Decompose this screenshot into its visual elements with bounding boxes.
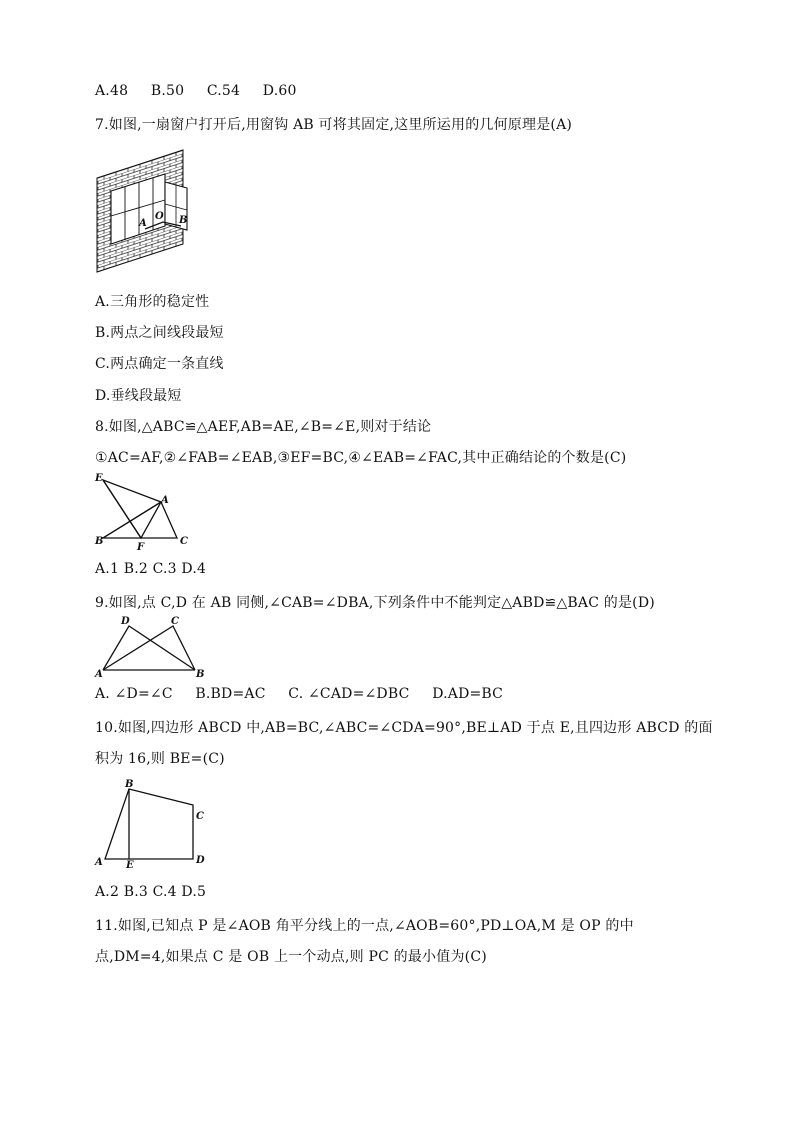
q10-stem-line1: 10.如图,四边形 ABCD 中,AB=BC,∠ABC=∠CDA=90°,BE⊥AD 于点 E,且四边形 ABCD 的面 [95,720,713,736]
q6-option-d: D.60 [262,83,297,99]
q8-triangle-figure [95,472,195,552]
q11-stem-line2: 点,DM=4,如果点 C 是 OB 上一个动点,则 PC 的最小值为(C) [95,949,487,965]
q7-option-b: B.两点之间线段最短 [95,325,224,341]
q6-option-b: B.50 [150,83,185,99]
q10-label-e: E [126,860,134,871]
q9-options [95,686,521,702]
q6-options [95,83,315,99]
q8-segment [103,480,161,538]
q9-label-b: B [196,669,205,680]
q7-option-a: A.三角形的稳定性 [95,294,210,310]
q7-option-d: D.垂线段最短 [95,388,182,404]
q7-option-c: C.两点确定一条直线 [95,356,224,372]
q8-options: A.1 B.2 C.3 D.4 [95,561,207,577]
q11-stem-line1: 11.如图,已知点 P 是∠AOB 角平分线上的一点,∠AOB=60°,PD⊥OA,M 是 OP 的中 [95,918,634,934]
q9-triangle-bac [103,626,195,670]
q6-option-a: A.48 [95,83,129,99]
q9-label-c: C [171,616,179,627]
q10-stem-line2: 积为 16,则 BE=(C) [95,751,225,767]
q7-label-o: O [155,211,164,222]
q10-label-d: D [196,855,205,866]
q7-label-a: A [139,218,147,229]
q10-options: A.2 B.3 C.4 D.5 [95,884,207,900]
q8-label-b: B [95,536,104,547]
q10-label-b: B [125,779,134,790]
q8-label-f: F [137,542,145,553]
q9-figure [95,614,207,678]
q10-label-c: C [196,811,204,822]
q9-option-c: C. ∠CAD=∠DBC [288,686,410,702]
q8-label-c: C [180,536,188,547]
q9-option-d: D.AD=BC [432,686,504,702]
q8-triangle-abc [103,502,177,538]
q8-stem-line1: 8.如图,△ABC≌△AEF,AB=AE,∠B=∠E,则对于结论 [95,419,432,435]
q10-label-a: A [95,857,103,868]
q8-stem-line2: ①AC=AF,②∠FAB=∠EAB,③EF=BC,④∠EAB=∠FAC,其中正确结论的个数是(C) [95,450,627,466]
q8-label-e: E [95,473,103,484]
q7-window-figure [95,146,195,274]
q7-stem: 7.如图,一扇窗户打开后,用窗钩 AB 可将其固定,这里所运用的几何原理是(A) [95,117,573,133]
q9-label-d: D [121,616,130,627]
q9-option-a: A. ∠D=∠C [95,686,173,702]
q9-label-a: A [95,669,103,680]
q6-option-c: C.54 [206,83,241,99]
q7-label-b: B [179,215,188,226]
q9-triangle-abd [103,626,195,670]
q8-triangle-aef [103,480,161,538]
q10-quadrilateral-figure [95,777,215,869]
q10-quadrilateral-abcd [105,789,193,859]
q8-label-a: A [161,495,169,506]
q9-stem: 9.如图,点 C,D 在 AB 同侧,∠CAB=∠DBA,下列条件中不能判定△ABD≌△BAC 的是(D) [95,595,655,611]
q9-option-b: B.BD=AC [195,686,266,702]
